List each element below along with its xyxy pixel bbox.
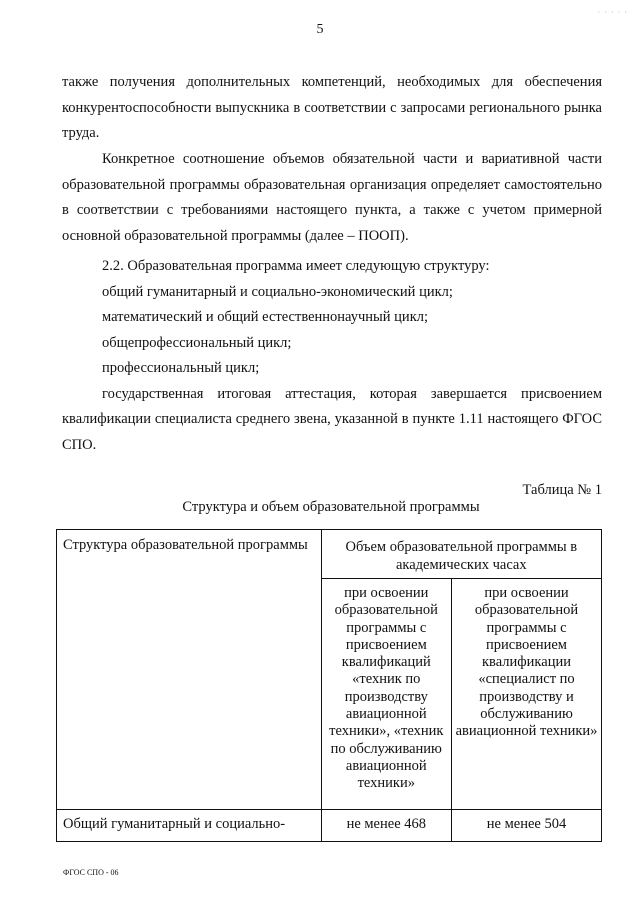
header-volume: Объем образовательной программы в академических часах	[321, 530, 601, 579]
header-structure: Структура образовательной программы	[57, 530, 322, 810]
scan-corner-mark: · · · · ·	[597, 8, 628, 17]
structure-item: общий гуманитарный и социально-экономический цикл;	[102, 283, 453, 300]
subheader-technician: при освоении образовательной программы с присвоением квалификаций «техник по производству авиационной техники», «техник по обслуживанию авиационной техники»	[321, 579, 451, 810]
structure-item: общепрофессиональный цикл;	[102, 334, 292, 351]
paragraph-text: Конкретное соотношение объемов обязательной части и вариативной части образовательной программы образовательная организация определяет самостоятельно в соответствии с требованиями настоящего пункта, а также с учетом примерной основной образовательной программы (далее – ПООП).	[62, 151, 602, 244]
paragraph-ratio	[62, 147, 602, 249]
structure-item: математический и общий естественнонаучный цикл;	[102, 309, 429, 325]
paragraph-text: также получения дополнительных компетенций, необходимых для обеспечения конкурентоспособности выпускника в соответствии с запросами регионального рынка труда.	[62, 74, 602, 141]
paragraph-competencies	[62, 70, 602, 147]
row-value-2: не менее 504	[452, 810, 602, 842]
structure-section	[62, 254, 602, 458]
table-label: Таблица № 1	[522, 482, 602, 498]
table-header-row	[57, 530, 602, 579]
row-value-1: не менее 468	[321, 810, 451, 842]
page-number: 5	[316, 22, 324, 37]
table-row	[57, 810, 602, 842]
table-caption: Структура и объем образовательной программы	[182, 499, 480, 515]
structure-item: профессиональный цикл;	[102, 360, 260, 376]
final-paragraph: государственная итоговая аттестация, которая завершается присвоением квалификации специалиста среднего звена, указанной в пункте 1.11 настоящего ФГОС СПО.	[62, 385, 602, 453]
row-name: Общий гуманитарный и социально-	[57, 810, 322, 842]
structure-table	[56, 529, 602, 842]
subheader-specialist: при освоении образовательной программы с присвоением квалификации «специалист по производству и обслуживанию авиационной техники»	[452, 579, 602, 810]
footer-code: ФГОС СПО - 06	[63, 868, 119, 877]
structure-heading: 2.2. Образовательная программа имеет следующую структуру:	[102, 258, 490, 274]
